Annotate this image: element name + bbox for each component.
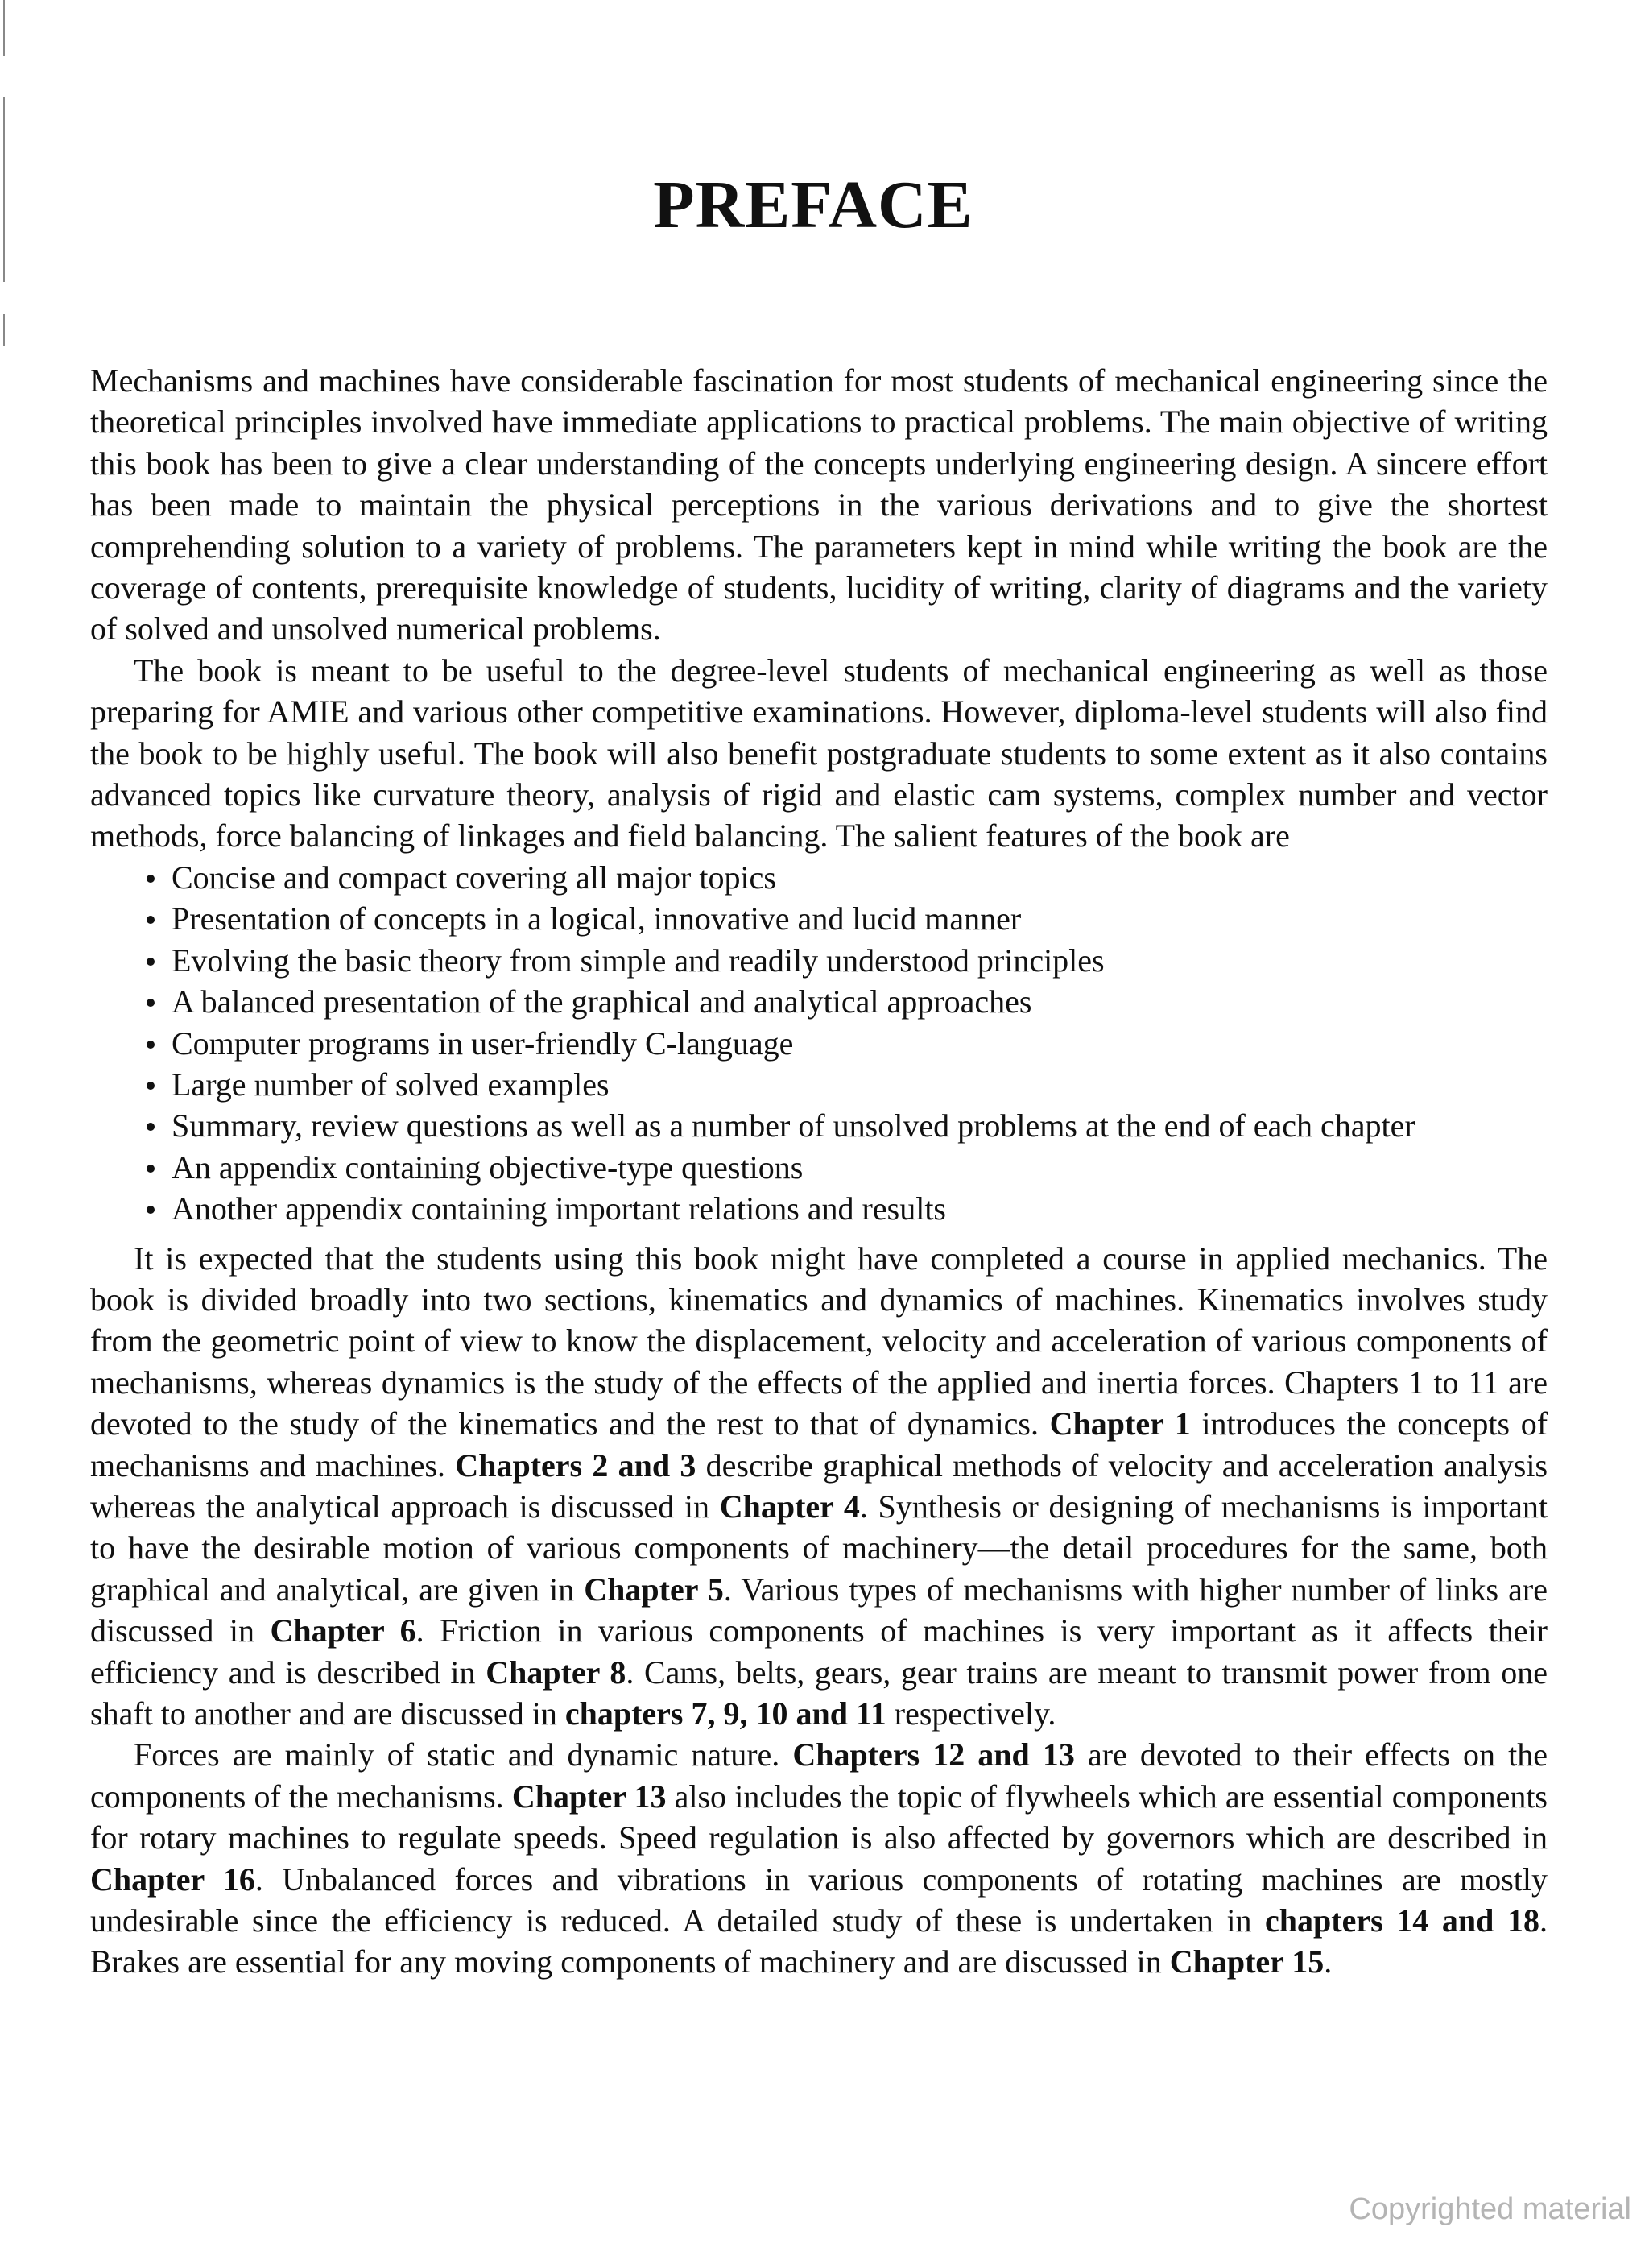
feature-text: An appendix containing objective-type questions [172,1148,804,1186]
feature-text: Large number of solved examples [172,1066,610,1103]
paragraph-text: are devoted to their effects on the components of the mechanisms. [90,1736,1548,1815]
feature-text: Computer programs in user-friendly C-language [172,1024,794,1062]
paragraph [90,360,1548,650]
feature-item [90,1147,1548,1188]
chapter-reference: Chapter 4 [719,1488,860,1525]
paragraph-text: . Unbalanced forces and vibrations in various components of rotating machines are mostly undesirable since the efficiency is reduced. A detailed study of these is undertaken in [90,1860,1548,1939]
paragraph-text: also includes the topic of flywheels which are essential components for rotary machines to regulate speeds. Speed regulation is also affected by governors which are described in [90,1778,1548,1856]
bullet-icon [147,958,155,966]
copyright-watermark: Copyrighted material [1349,2192,1631,2226]
paragraph-text: . [1324,1943,1333,1980]
chapter-reference: Chapter 1 [1049,1405,1191,1442]
paragraph-text: describe graphical methods of velocity and acceleration analysis whereas the analytical approach is discussed in [90,1446,1548,1525]
page-title: PREFACE [653,168,973,242]
paragraph-text: . Various types of mechanisms with higher number of links are discussed in [90,1571,1548,1649]
feature-item [90,857,1548,898]
chapter-reference: Chapter 8 [486,1653,626,1691]
paragraph-text: . Cams, belts, gears, gear trains are meant to transmit power from one shaft to another and are discussed in [90,1653,1548,1732]
chapter-reference: Chapters 12 and 13 [792,1736,1075,1773]
paragraph-text: introduces the concepts of mechanisms and machines. [90,1405,1548,1484]
paragraph-text: . Synthesis or designing of mechanisms is important to have the desirable motion of various components of machinery—the detail procedures for the same, both graphical and analytical, are given in [90,1488,1548,1608]
bullet-icon [147,1082,155,1090]
chapter-reference: Chapter 5 [584,1571,724,1608]
bullet-icon [147,1041,155,1049]
paragraph-text: The book is meant to be useful to the degree-level students of mechanical engineering as well as those preparing for AMIE and various other competitive examinations. However, diploma-level students will also find the book to be highly useful. The book will also benefit postgraduate students to some extent as it also contains advanced topics like curvature theory, analysis of rigid and elastic cam systems, complex number and vector methods, force balancing of linkages and field balancing. The salient features of the book are [90,652,1548,855]
feature-text: Evolving the basic theory from simple and readily understood principles [172,942,1105,979]
chapter-overview-paragraphs [90,1238,1548,1983]
chapter-reference: Chapter 13 [511,1778,667,1815]
bullet-icon [147,916,155,924]
page-edge-line [3,314,5,346]
bullet-icon [147,1165,155,1173]
feature-item [90,1188,1548,1229]
feature-text: Summary, review questions as well as a number of unsolved problems at the end of each chapter [172,1107,1415,1144]
paragraph-text: Mechanisms and machines have considerable fascination for most students of mechanical engineering since the theoretical principles involved have immediate applications to practical problems. The main objective of writing this book has been to give a clear understanding of the concepts underlying engineering design. A sincere effort has been made to maintain the physical perceptions in the various derivations and to give the shortest comprehending solution to a variety of problems. The parameters kept in mind while writing the book are the coverage of contents, prerequisite knowledge of students, lucidity of writing, clarity of diagrams and the variety of solved and unsolved numerical problems. [90,362,1548,648]
paragraph [90,1238,1548,1735]
feature-text: Another appendix containing important relations and results [172,1190,946,1227]
preface-body [90,360,1548,1983]
bullet-icon [147,1123,155,1131]
feature-item [90,981,1548,1022]
chapter-reference: Chapters 2 and 3 [455,1446,696,1484]
feature-text: Presentation of concepts in a logical, innovative and lucid manner [172,900,1022,937]
paragraph-text: Forces are mainly of static and dynamic nature. [134,1736,793,1773]
feature-text: Concise and compact covering all major topics [172,859,776,896]
chapter-reference: Chapter 6 [270,1612,416,1649]
paragraph [90,1734,1548,1982]
bullet-icon [147,875,155,883]
features-list [90,857,1548,1230]
paragraph-text: . Brakes are essential for any moving components of machinery and are discussed in [90,1902,1548,1980]
paragraph [90,650,1548,857]
paragraph-text: . Friction in various components of machines is very important as it affects their efficiency and is described in [90,1612,1548,1691]
bullet-icon [147,1206,155,1214]
intro-paragraphs [90,360,1548,857]
feature-item [90,1105,1548,1146]
feature-item [90,898,1548,939]
feature-item [90,1023,1548,1064]
paragraph-text: respectively. [886,1695,1056,1732]
chapter-reference: Chapter 15 [1169,1943,1325,1980]
chapter-reference: chapters 14 and 18 [1265,1902,1539,1939]
page-edge-line [3,0,5,56]
chapter-reference: Chapter 16 [90,1860,255,1898]
feature-text: A balanced presentation of the graphical and analytical approaches [172,983,1032,1020]
paragraph-text: It is expected that the students using this book might have completed a course in applied mechanics. The book is divided broadly into two sections, kinematics and dynamics of machines. Kinematics involves study from the geometric point of view to know the displacement, velocity and acceleration of various components of mechanisms, whereas dynamics is the study of the effects of the applied and inertia forces. Chapters 1 to 11 are devoted to the study of the kinematics and the rest to that of dynamics. [90,1240,1548,1442]
feature-item [90,940,1548,981]
bullet-icon [147,999,155,1007]
chapter-reference: chapters 7, 9, 10 and 11 [564,1695,886,1732]
feature-item [90,1064,1548,1105]
